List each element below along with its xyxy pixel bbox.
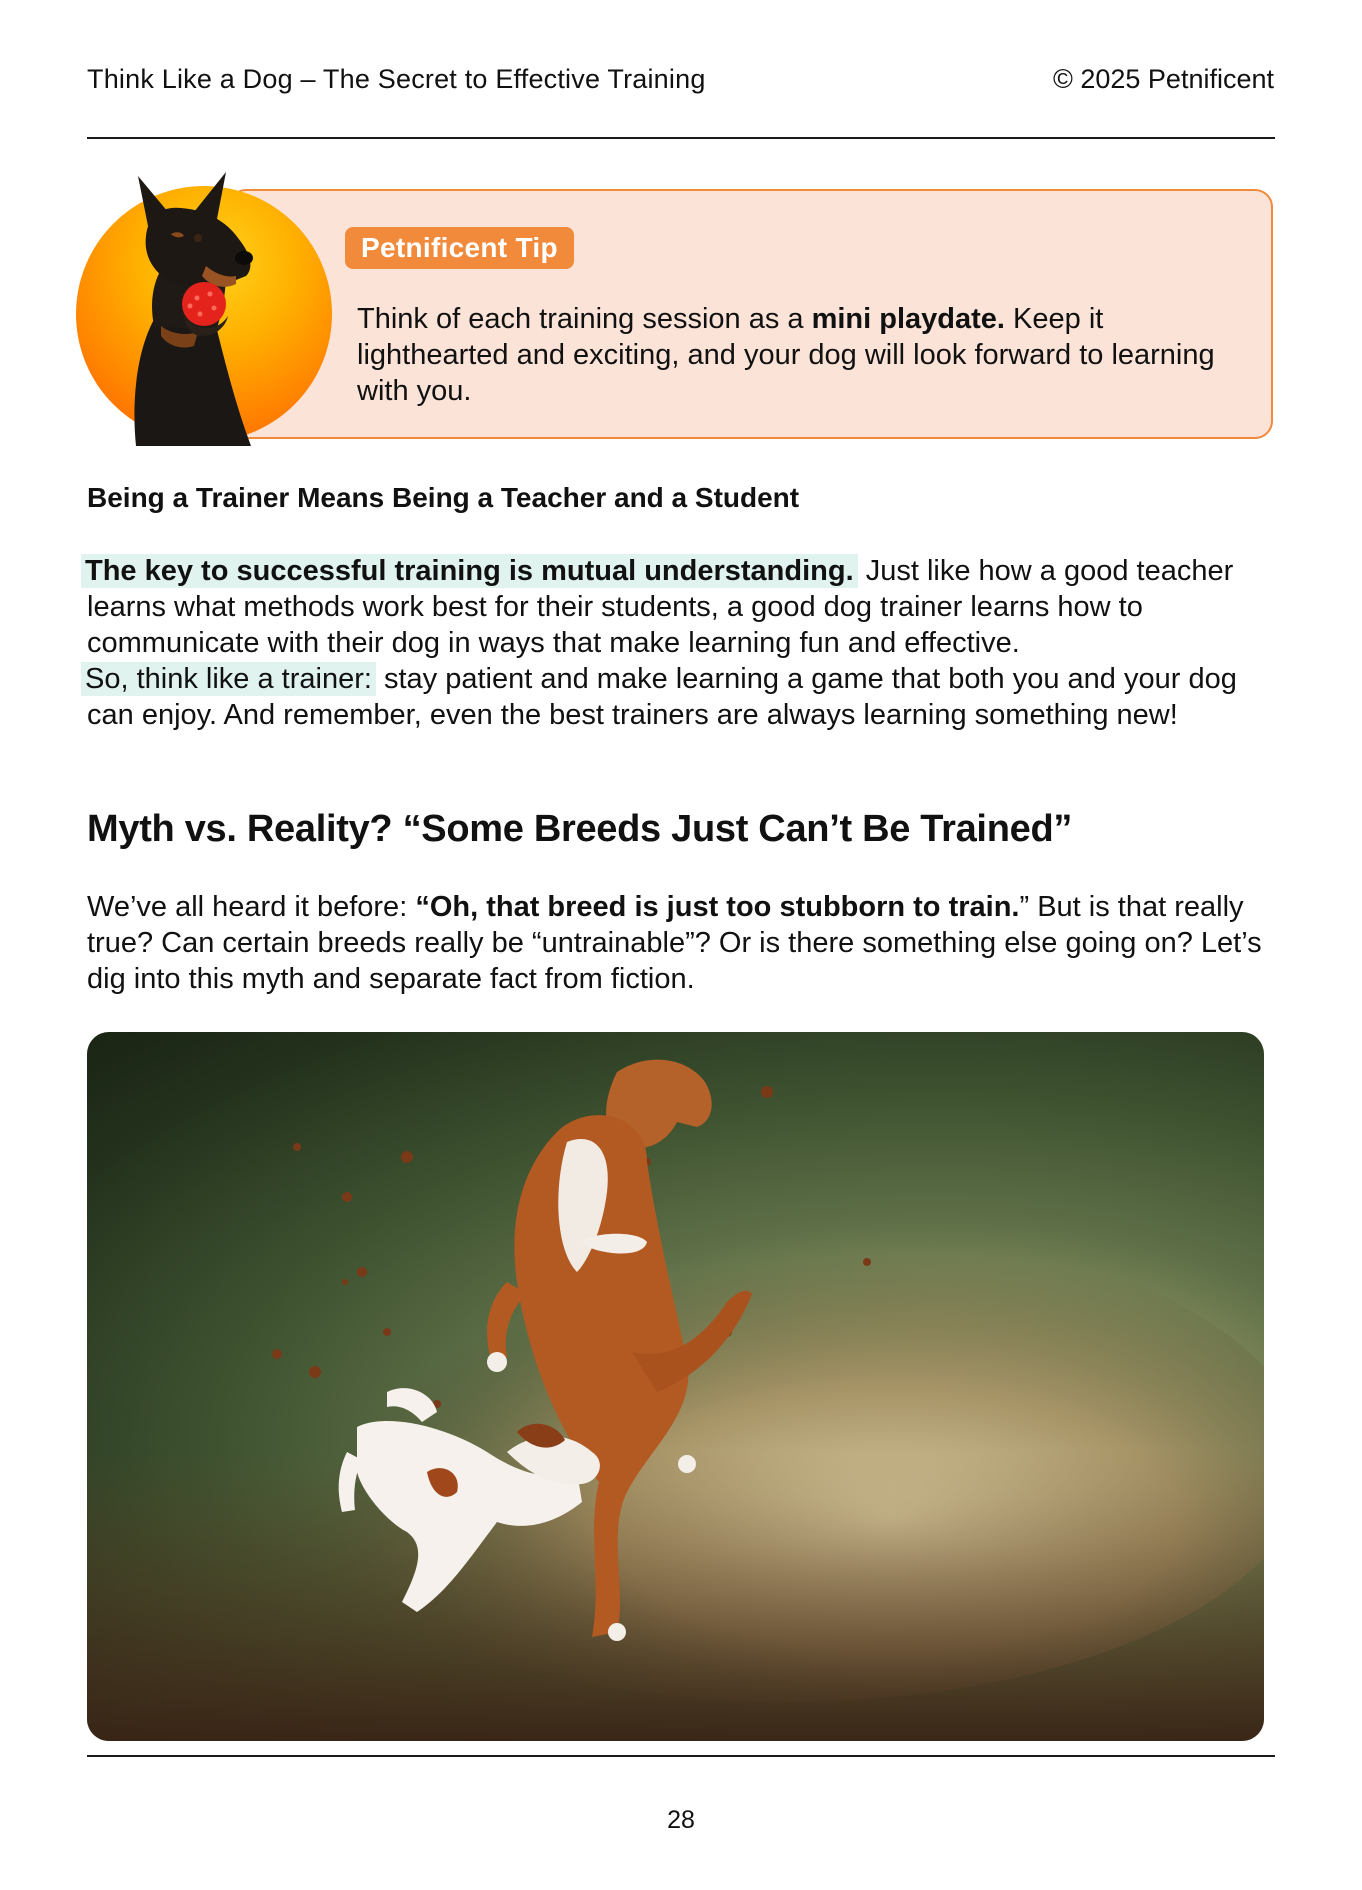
tip-bold-phrase: mini playdate. — [811, 303, 1005, 335]
header-divider — [87, 137, 1275, 139]
dogs-playing-in-forest-photo — [87, 1032, 1264, 1741]
highlight-key-sentence: The key to successful training is mutual understanding. — [81, 554, 858, 588]
running-header-title: Think Like a Dog – The Secret to Effective Training — [87, 64, 706, 94]
highlight-think-like-trainer: So, think like a trainer: — [81, 662, 376, 696]
doberman-with-ball-image — [76, 176, 332, 446]
footer-divider — [87, 1755, 1275, 1757]
section-heading-teacher-student: Being a Trainer Means Being a Teacher and a Student — [87, 482, 800, 513]
stubborn-quote: “Oh, that breed is just too stubborn to train. — [415, 891, 1020, 923]
running-header-copyright: © 2025 Petnificent — [1052, 64, 1274, 94]
tip-badge: Petnificent Tip — [345, 227, 574, 269]
page-number: 28 — [667, 1806, 695, 1834]
tip-text: Think of each training session as a mini playdate. Keep it lighthearted and exciting, and your dog will look forward to learning with you. — [357, 303, 1215, 407]
photo-illustration — [87, 1032, 1264, 1741]
myth-vs-reality-heading: Myth vs. Reality? “Some Breeds Just Can’t Be Trained” — [87, 808, 1073, 850]
paragraph-mutual-understanding: The key to successful training is mutual understanding. Just like how a good teacher learns what methods work best for their students, a good dog trainer learns how to communicate with their dog in ways that make learning fun and effective. So, think like a trainer: stay patient and make learning a game that both you and your dog can enjoy. And remember, even the best trainers are always learning something new! — [87, 553, 1287, 733]
paragraph-breed-myth: We’ve all heard it before: “Oh, that breed is just too stubborn to train.” But is that really true? Can certain breeds really be “untrainable”? Or is there something else going on? Let’s dig into this myth and separate fact from fiction. — [87, 891, 1262, 995]
